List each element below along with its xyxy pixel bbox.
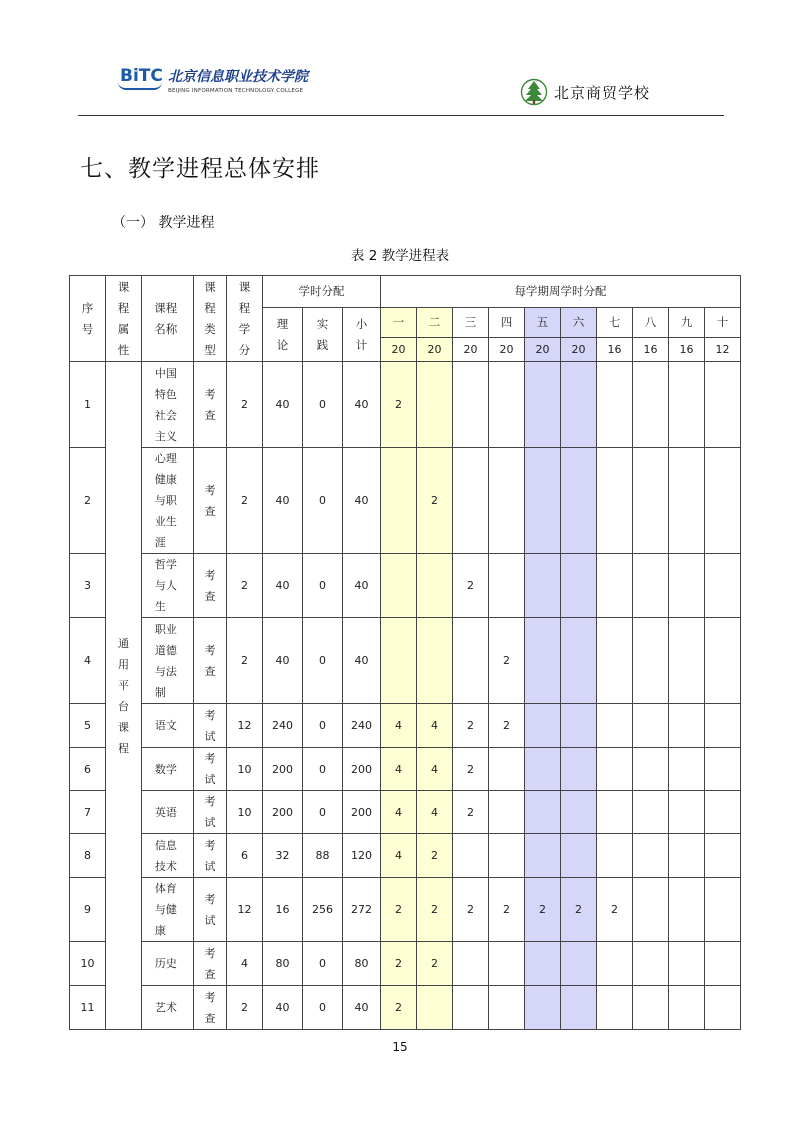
page-header <box>78 50 724 116</box>
cell-semester-hours: 2 <box>561 878 597 942</box>
cell-semester-hours <box>489 834 525 878</box>
cell-semester-hours <box>489 942 525 986</box>
header-credit: 课程学分 <box>227 276 263 362</box>
cell-course-name: 职业道德与法制 <box>142 618 194 704</box>
cell-semester-hours <box>597 448 633 554</box>
cell-credit: 2 <box>227 362 263 448</box>
cell-semester-hours <box>669 791 705 834</box>
cell-semester-hours <box>633 834 669 878</box>
cell-semester-hours: 2 <box>597 878 633 942</box>
cell-practice: 0 <box>303 618 343 704</box>
cell-theory: 40 <box>263 362 303 448</box>
header-weeks: 20 <box>489 338 525 362</box>
cell-semester-hours <box>525 942 561 986</box>
header-hours-group: 学时分配 <box>263 276 381 308</box>
cell-semester-hours <box>489 554 525 618</box>
cell-semester-hours <box>561 986 597 1030</box>
cell-seq: 5 <box>70 704 106 748</box>
cell-course-name: 历史 <box>142 942 194 986</box>
header-theory: 理论 <box>263 308 303 362</box>
cell-seq: 2 <box>70 448 106 554</box>
cell-semester-hours <box>597 834 633 878</box>
cell-course-name: 心理健康与职业生涯 <box>142 448 194 554</box>
cell-practice: 88 <box>303 834 343 878</box>
cell-semester-hours: 2 <box>417 878 453 942</box>
cell-course-type: 考试 <box>194 878 227 942</box>
cell-semester-hours: 2 <box>489 618 525 704</box>
table-row <box>70 986 741 1030</box>
cell-semester-hours <box>561 834 597 878</box>
cell-semester-hours: 2 <box>381 942 417 986</box>
cell-seq: 4 <box>70 618 106 704</box>
cell-subtotal: 240 <box>343 704 381 748</box>
cell-semester-hours: 2 <box>381 986 417 1030</box>
cell-course-name: 语文 <box>142 704 194 748</box>
cell-semester-hours: 2 <box>525 878 561 942</box>
cell-semester-hours <box>669 704 705 748</box>
cell-credit: 12 <box>227 704 263 748</box>
header-seq: 序号 <box>70 276 106 362</box>
cell-semester-hours: 4 <box>381 791 417 834</box>
bitc-logo-mark: BiTC <box>120 66 163 86</box>
cell-seq: 10 <box>70 942 106 986</box>
cell-semester-hours <box>669 618 705 704</box>
cell-course-name: 哲学与人生 <box>142 554 194 618</box>
cell-seq: 6 <box>70 748 106 791</box>
cell-theory: 200 <box>263 791 303 834</box>
table-caption: 表 2 教学进程表 <box>350 248 450 264</box>
cell-semester-hours <box>597 748 633 791</box>
cell-semester-hours <box>417 362 453 448</box>
header-type: 课程类型 <box>194 276 227 362</box>
header-subtotal: 小计 <box>343 308 381 362</box>
cell-semester-hours: 4 <box>381 748 417 791</box>
cell-semester-hours: 4 <box>381 704 417 748</box>
cell-credit: 2 <box>227 618 263 704</box>
header-semester: 十 <box>705 308 741 338</box>
cell-semester-hours <box>705 554 741 618</box>
cell-course-type: 考查 <box>194 986 227 1030</box>
cell-subtotal: 80 <box>343 942 381 986</box>
cell-semester-hours <box>705 748 741 791</box>
section-title: 七、教学进程总体安排 <box>80 156 320 182</box>
cell-seq: 7 <box>70 791 106 834</box>
cell-semester-hours: 2 <box>489 704 525 748</box>
header-weeks: 20 <box>561 338 597 362</box>
header-weeks: 20 <box>453 338 489 362</box>
cell-semester-hours <box>597 362 633 448</box>
cell-semester-hours <box>669 748 705 791</box>
header-semester: 三 <box>453 308 489 338</box>
header-semester: 七 <box>597 308 633 338</box>
cell-semester-hours <box>597 986 633 1030</box>
cell-course-name: 英语 <box>142 791 194 834</box>
cell-credit: 4 <box>227 942 263 986</box>
cell-semester-hours <box>525 834 561 878</box>
cell-semester-hours <box>705 704 741 748</box>
cell-semester-hours <box>597 554 633 618</box>
cell-semester-hours <box>489 448 525 554</box>
cell-credit: 2 <box>227 986 263 1030</box>
header-semester: 一 <box>381 308 417 338</box>
school-logo <box>520 78 680 108</box>
cell-course-type: 考查 <box>194 618 227 704</box>
cell-theory: 32 <box>263 834 303 878</box>
cell-course-name: 艺术 <box>142 986 194 1030</box>
cell-course-type: 考查 <box>194 362 227 448</box>
table-row <box>70 791 741 834</box>
cell-practice: 0 <box>303 704 343 748</box>
college-logo <box>120 64 320 100</box>
school-name: 北京商贸学校 <box>554 84 651 102</box>
cell-semester-hours: 2 <box>453 791 489 834</box>
cell-semester-hours <box>525 618 561 704</box>
cell-semester-hours <box>633 942 669 986</box>
cell-semester-hours <box>597 704 633 748</box>
cell-course-type: 考查 <box>194 554 227 618</box>
cell-theory: 40 <box>263 618 303 704</box>
cell-semester-hours <box>525 791 561 834</box>
logo-swoosh-icon <box>118 82 162 90</box>
header-semester: 四 <box>489 308 525 338</box>
cell-seq: 8 <box>70 834 106 878</box>
cell-semester-hours <box>561 554 597 618</box>
cell-seq: 3 <box>70 554 106 618</box>
header-weeks: 12 <box>705 338 741 362</box>
cell-practice: 0 <box>303 986 343 1030</box>
cell-semester-hours <box>381 618 417 704</box>
cell-semester-hours: 2 <box>453 748 489 791</box>
cell-semester-hours <box>489 362 525 448</box>
cell-semester-hours <box>561 704 597 748</box>
cell-semester-hours <box>561 942 597 986</box>
header-weeks: 16 <box>633 338 669 362</box>
cell-course-name: 信息技术 <box>142 834 194 878</box>
cell-course-type: 考查 <box>194 448 227 554</box>
cell-semester-hours: 4 <box>381 834 417 878</box>
header-weeks: 20 <box>381 338 417 362</box>
cell-semester-hours <box>453 618 489 704</box>
cell-semester-hours <box>489 748 525 791</box>
cell-semester-hours <box>525 362 561 448</box>
cell-theory: 40 <box>263 448 303 554</box>
table-row <box>70 942 741 986</box>
cell-category: 通用平台课程 <box>106 362 142 1030</box>
cell-semester-hours <box>705 791 741 834</box>
cell-semester-hours <box>561 618 597 704</box>
cell-semester-hours <box>705 942 741 986</box>
table-row <box>70 878 741 942</box>
cell-semester-hours <box>633 704 669 748</box>
cell-theory: 240 <box>263 704 303 748</box>
cell-semester-hours <box>705 618 741 704</box>
cell-semester-hours <box>669 942 705 986</box>
cell-course-name: 中国特色社会主义 <box>142 362 194 448</box>
cell-seq: 1 <box>70 362 106 448</box>
cell-course-type: 考查 <box>194 942 227 986</box>
header-weeks: 16 <box>597 338 633 362</box>
cell-course-type: 考试 <box>194 791 227 834</box>
header-practice: 实践 <box>303 308 343 362</box>
cell-course-name: 体育与健康 <box>142 878 194 942</box>
cell-subtotal: 120 <box>343 834 381 878</box>
cell-semester-hours <box>453 834 489 878</box>
cell-subtotal: 200 <box>343 748 381 791</box>
cell-credit: 2 <box>227 554 263 618</box>
cell-semester-hours <box>525 748 561 791</box>
cell-semester-hours: 2 <box>453 878 489 942</box>
cell-semester-hours: 2 <box>453 554 489 618</box>
cell-semester-hours <box>561 791 597 834</box>
table-row <box>70 554 741 618</box>
cell-semester-hours: 4 <box>417 791 453 834</box>
cell-theory: 200 <box>263 748 303 791</box>
cell-semester-hours <box>453 986 489 1030</box>
cell-semester-hours <box>561 748 597 791</box>
cell-course-type: 考试 <box>194 748 227 791</box>
cell-semester-hours <box>597 942 633 986</box>
cell-credit: 2 <box>227 448 263 554</box>
header-weeks: 16 <box>669 338 705 362</box>
table-row <box>70 748 741 791</box>
page-number: 15 <box>392 1040 408 1054</box>
header-semester: 八 <box>633 308 669 338</box>
cell-semester-hours <box>633 748 669 791</box>
cell-semester-hours <box>705 834 741 878</box>
cell-course-type: 考试 <box>194 704 227 748</box>
cell-semester-hours <box>633 878 669 942</box>
cell-semester-hours <box>525 986 561 1030</box>
header-semester: 二 <box>417 308 453 338</box>
cell-semester-hours <box>669 448 705 554</box>
college-name-cn: 北京信息职业技术学院 <box>168 69 308 85</box>
teaching-schedule-table <box>69 275 741 1030</box>
cell-subtotal: 40 <box>343 362 381 448</box>
cell-semester-hours <box>453 448 489 554</box>
cell-credit: 6 <box>227 834 263 878</box>
cell-semester-hours <box>705 448 741 554</box>
cell-subtotal: 40 <box>343 448 381 554</box>
cell-semester-hours: 2 <box>417 942 453 986</box>
cell-semester-hours: 2 <box>417 834 453 878</box>
table-row <box>70 448 741 554</box>
cell-semester-hours: 2 <box>489 878 525 942</box>
cell-semester-hours <box>633 448 669 554</box>
cell-semester-hours <box>705 986 741 1030</box>
cell-semester-hours <box>669 986 705 1030</box>
college-name-en: BEIJING INFORMATION TECHNOLOGY COLLEGE <box>168 88 304 94</box>
cell-practice: 0 <box>303 942 343 986</box>
cell-semester-hours: 2 <box>381 362 417 448</box>
cell-practice: 0 <box>303 791 343 834</box>
header-attr: 课程属性 <box>106 276 142 362</box>
cell-semester-hours <box>453 362 489 448</box>
cell-course-type: 考试 <box>194 834 227 878</box>
cell-semester-hours <box>453 942 489 986</box>
cell-semester-hours <box>417 554 453 618</box>
cell-theory: 40 <box>263 554 303 618</box>
cell-semester-hours <box>633 791 669 834</box>
cell-semester-hours: 4 <box>417 748 453 791</box>
cell-credit: 10 <box>227 748 263 791</box>
header-semester: 五 <box>525 308 561 338</box>
cell-theory: 40 <box>263 986 303 1030</box>
cell-semester-hours <box>597 791 633 834</box>
cell-practice: 0 <box>303 748 343 791</box>
cell-semester-hours <box>669 362 705 448</box>
cell-seq: 9 <box>70 878 106 942</box>
cell-semester-hours <box>669 878 705 942</box>
table-row <box>70 704 741 748</box>
cell-semester-hours <box>381 554 417 618</box>
header-weeks: 20 <box>417 338 453 362</box>
cell-semester-hours <box>633 986 669 1030</box>
cell-semester-hours: 2 <box>453 704 489 748</box>
cell-subtotal: 40 <box>343 618 381 704</box>
header-semester: 六 <box>561 308 597 338</box>
table-row <box>70 362 741 448</box>
cell-semester-hours <box>489 986 525 1030</box>
cell-subtotal: 200 <box>343 791 381 834</box>
cell-semester-hours <box>417 986 453 1030</box>
table-row <box>70 834 741 878</box>
cell-semester-hours: 4 <box>417 704 453 748</box>
cell-semester-hours <box>633 362 669 448</box>
cell-course-name: 数学 <box>142 748 194 791</box>
header-name: 课程名称 <box>142 276 194 362</box>
cell-semester-hours <box>489 791 525 834</box>
cell-semester-hours <box>633 554 669 618</box>
cell-semester-hours <box>669 834 705 878</box>
cell-practice: 0 <box>303 362 343 448</box>
cell-semester-hours <box>525 448 561 554</box>
header-semester: 九 <box>669 308 705 338</box>
cell-semester-hours <box>669 554 705 618</box>
cell-credit: 10 <box>227 791 263 834</box>
table-row <box>70 618 741 704</box>
cell-theory: 80 <box>263 942 303 986</box>
cell-semester-hours <box>417 618 453 704</box>
cell-theory: 16 <box>263 878 303 942</box>
cell-semester-hours: 2 <box>417 448 453 554</box>
cell-practice: 256 <box>303 878 343 942</box>
cell-semester-hours <box>597 618 633 704</box>
cell-semester-hours <box>633 618 669 704</box>
sub-title: （一） 教学进程 <box>112 215 215 231</box>
cell-practice: 0 <box>303 554 343 618</box>
header-weekly-group: 每学期周学时分配 <box>381 276 741 308</box>
cell-subtotal: 40 <box>343 554 381 618</box>
cell-semester-hours <box>381 448 417 554</box>
cell-semester-hours <box>561 448 597 554</box>
cell-subtotal: 40 <box>343 986 381 1030</box>
cell-semester-hours: 2 <box>381 878 417 942</box>
cell-seq: 11 <box>70 986 106 1030</box>
cell-semester-hours <box>705 362 741 448</box>
cell-semester-hours <box>705 878 741 942</box>
cell-semester-hours <box>525 704 561 748</box>
cell-subtotal: 272 <box>343 878 381 942</box>
tree-icon <box>520 78 548 106</box>
header-weeks: 20 <box>525 338 561 362</box>
cell-practice: 0 <box>303 448 343 554</box>
cell-semester-hours <box>561 362 597 448</box>
cell-credit: 12 <box>227 878 263 942</box>
cell-semester-hours <box>525 554 561 618</box>
